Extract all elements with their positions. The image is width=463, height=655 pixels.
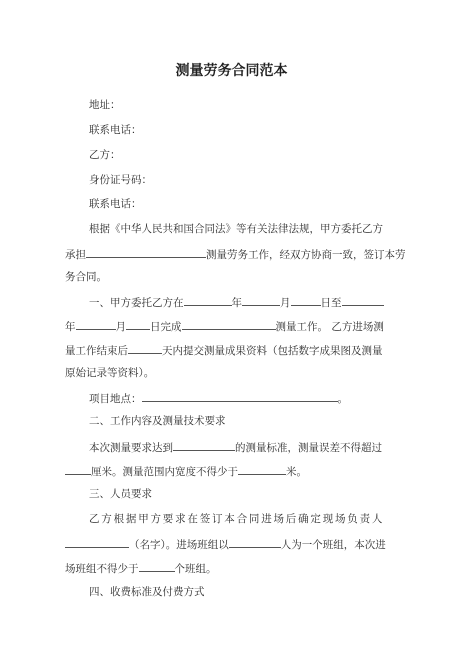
intro-line-2: [65, 246, 406, 262]
s3-text: 人为一个班组，本次进: [280, 539, 386, 551]
intro-line-3: 务合同。: [65, 271, 107, 283]
s1-text: 日完成: [150, 321, 182, 333]
s2-heading: 二、工作内容及测量技术要求: [89, 415, 226, 427]
blank-field: [76, 318, 116, 330]
s4-heading: 四、收费标准及付费方式: [89, 586, 205, 598]
s2-text: 米。: [286, 466, 307, 478]
s1-text: 年: [65, 321, 76, 333]
blank-field: [229, 536, 281, 548]
blank-field: [65, 536, 129, 548]
s1-text: 一、甲方委托乙方在: [89, 297, 184, 309]
s2-line-2: [65, 463, 307, 479]
address-field: 地址：: [89, 99, 121, 111]
blank-field: [142, 390, 338, 402]
blank-field: [128, 342, 162, 354]
s2-text: 的测量标准，测量误差不得超过: [235, 442, 382, 454]
s1-line-2: [65, 318, 384, 334]
s1-line-1: [89, 294, 384, 310]
s1-text: 年: [231, 297, 242, 309]
project-location: [89, 390, 348, 406]
s3-line-3: [65, 560, 217, 576]
intro-line-1: 根据《中华人民共和国合同法》等有关法律法规，甲方委托乙方: [89, 223, 383, 235]
s1-text: 测量工作。 乙方进场测: [275, 321, 384, 333]
blank-field: [86, 246, 206, 258]
s3-line-2: [65, 536, 386, 552]
s1-text: 天内提交测量成果资料（包括数字成果图及测量: [162, 345, 383, 357]
s1-text: 项目地点：: [89, 393, 142, 405]
s1-text: 月: [115, 321, 126, 333]
s1-text: 。: [337, 393, 348, 405]
phone-field-1: 联系电话：: [89, 124, 142, 136]
s1-text: 日至: [320, 297, 342, 309]
blank-field: [126, 318, 150, 330]
blank-field: [65, 463, 91, 475]
blank-field: [242, 294, 280, 306]
s3-heading: 三、人员要求: [89, 488, 152, 500]
blank-field: [238, 463, 286, 475]
s1-line-4: 原始记录等资料）。: [65, 367, 155, 379]
phone-field-2: 联系电话：: [89, 198, 142, 210]
s2-text: 厘米。测量范围内宽度不得少于: [91, 466, 238, 478]
blank-field: [139, 560, 175, 572]
s1-text: 量工作结束后: [65, 345, 128, 357]
s3-text: 个班组。: [174, 563, 217, 575]
s1-text: 月: [280, 297, 291, 309]
document-title: 测量劳务合同范本: [175, 63, 288, 79]
blank-field: [182, 318, 276, 330]
id-number-field: 身份证号码：: [89, 174, 152, 186]
s1-line-3: [65, 342, 383, 358]
party-b-field: 乙方：: [89, 149, 121, 161]
s3-text: （名字）。进场班组以: [129, 539, 229, 551]
blank-field: [342, 294, 384, 306]
intro-text: 测量劳务工作，经双方协商一致，签订本劳: [206, 249, 406, 261]
intro-text: 承担: [65, 249, 86, 261]
s2-line-1: [89, 439, 382, 455]
blank-field: [173, 439, 235, 451]
blank-field: [291, 294, 321, 306]
s3-line-1: 乙方根据甲方要求在签订本合同进场后确定现场负责人: [89, 513, 385, 525]
s2-text: 本次测量要求达到: [89, 442, 173, 454]
s3-text: 场班组不得少于: [65, 563, 139, 575]
blank-field: [184, 294, 232, 306]
